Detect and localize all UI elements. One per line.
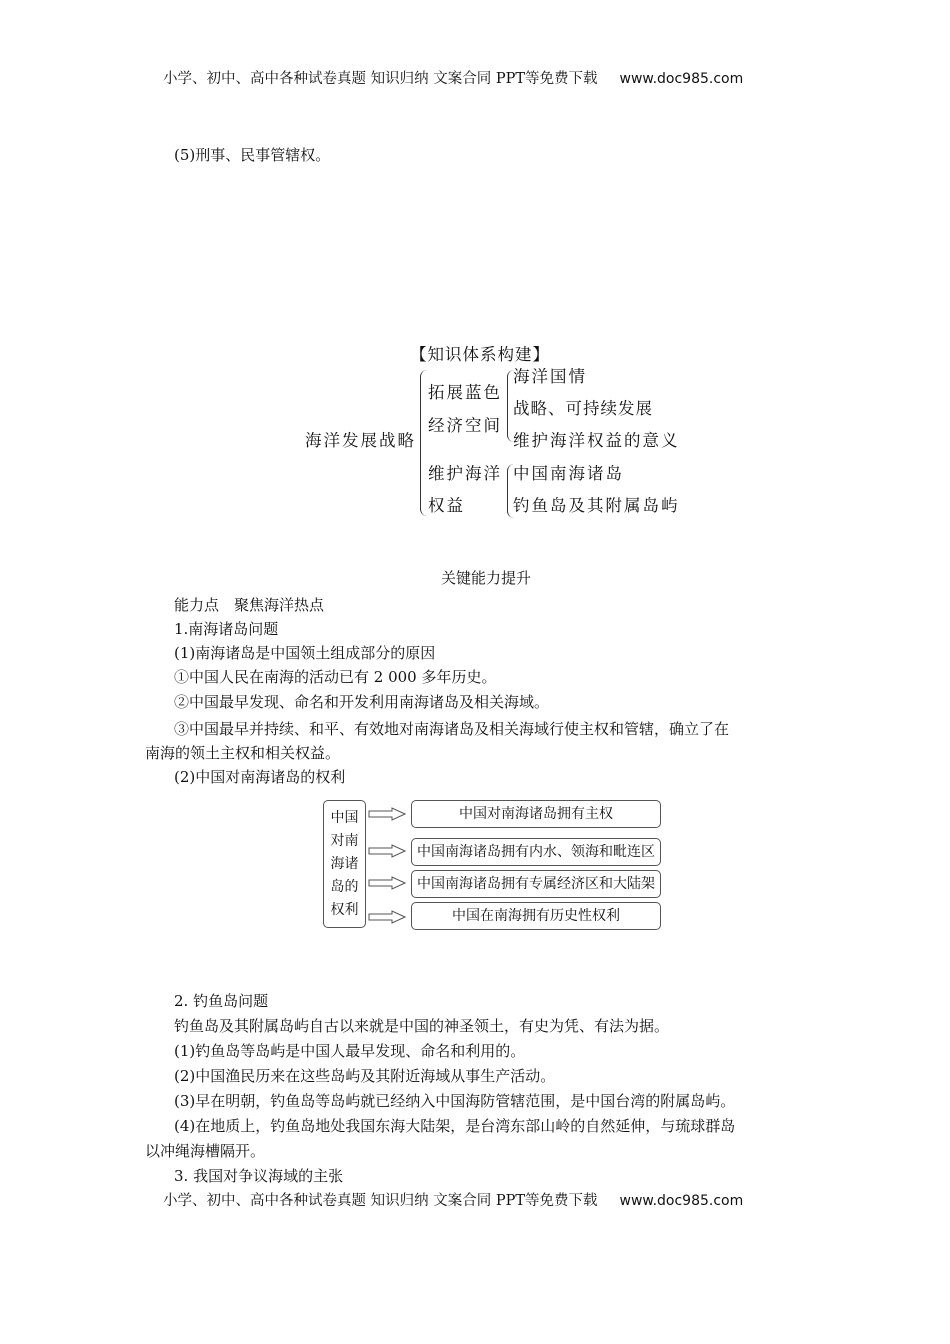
footer-url[interactable]: www.doc985.com: [619, 1193, 744, 1209]
label-line: 中国: [330, 810, 359, 826]
text-line: 3. 我国对争议海域的主张: [174, 1167, 344, 1185]
text-line: (1)南海诸岛是中国领土组成部分的原因: [174, 644, 436, 662]
rights-label-box: [323, 800, 366, 928]
leaf: 维护海洋权益的意义: [513, 431, 680, 450]
text-line: 以冲绳海槽隔开。: [145, 1142, 266, 1160]
text-line: (4)在地质上，钓鱼岛地处我国东海大陆架，是台湾东部山岭的自然延伸，与琉球群岛: [174, 1117, 736, 1135]
text-line: ②中国最早发现、命名和开发利用南海诸岛及相关海域。: [174, 693, 550, 711]
leaf: 钓鱼岛及其附属岛屿: [513, 496, 680, 515]
arrow-right-icon: [368, 844, 406, 858]
rights-box: 中国在南海拥有历史性权利: [411, 902, 661, 930]
label-line: 海诸: [330, 856, 359, 872]
footer-text: 小学、初中、高中各种试卷真题 知识归纳 文案合同 PPT等免费下载: [163, 1193, 598, 1209]
text-line: (2)中国渔民历来在这些岛屿及其附近海域从事生产活动。: [174, 1067, 556, 1085]
arrow-right-icon: [368, 910, 406, 924]
arrow-right-icon: [368, 876, 406, 890]
label-line: 权利: [330, 902, 359, 918]
text-line: 2. 钓鱼岛问题: [174, 992, 269, 1010]
header-text: 小学、初中、高中各种试卷真题 知识归纳 文案合同 PPT等免费下载: [163, 71, 598, 87]
text-line: ③中国最早并持续、和平、有效地对南海诸岛及相关海域行使主权和管辖，确立了在: [174, 720, 730, 738]
label-line: 岛的: [330, 879, 359, 895]
text-line: (1)钓鱼岛等岛屿是中国人最早发现、命名和利用的。: [174, 1042, 526, 1060]
leaf: 战略、可持续发展: [513, 399, 653, 418]
text-line: 1.南海诸岛问题: [174, 620, 279, 638]
branch-2-label: 权益: [428, 496, 465, 515]
rights-box: 中国南海诸岛拥有专属经济区和大陆架: [411, 870, 661, 898]
label-line: 对南: [330, 833, 359, 849]
page-footer: [163, 1191, 743, 1211]
text-line: (3)早在明朝，钓鱼岛等岛屿就已经纳入中国海防管辖范围，是中国台湾的附属岛屿。: [174, 1092, 736, 1110]
text-line: (2)中国对南海诸岛的权利: [174, 768, 346, 786]
branch-2-label: 维护海洋: [428, 464, 502, 483]
leaf: 海洋国情: [513, 367, 587, 386]
text-line: 南海的领土主权和相关权益。: [145, 744, 341, 762]
text-line: 钓鱼岛及其附属岛屿自古以来就是中国的神圣领土，有史为凭、有法为据。: [174, 1017, 670, 1035]
branch-1-label: 经济空间: [428, 416, 502, 435]
rights-box: 中国南海诸岛拥有内水、领海和毗连区: [411, 838, 661, 866]
knowledge-title: 【知识体系构建】: [410, 345, 550, 364]
leaf: 中国南海诸岛: [513, 464, 624, 483]
header-url[interactable]: www.doc985.com: [619, 71, 744, 87]
rights-box: 中国对南海诸岛拥有主权: [411, 800, 661, 828]
text-line: ①中国人民在南海的活动已有 2 000 多年历史。: [174, 668, 497, 686]
top-line: (5)刑事、民事管辖权。: [174, 146, 331, 164]
arrow-right-icon: [368, 807, 406, 821]
tree-root: 海洋发展战略: [305, 431, 416, 450]
text-line: 能力点 聚焦海洋热点: [174, 596, 325, 614]
branch-1-label: 拓展蓝色: [428, 383, 502, 402]
section-title: 关键能力提升: [441, 569, 532, 587]
root-brace: [420, 370, 427, 516]
page-header: [163, 69, 743, 89]
